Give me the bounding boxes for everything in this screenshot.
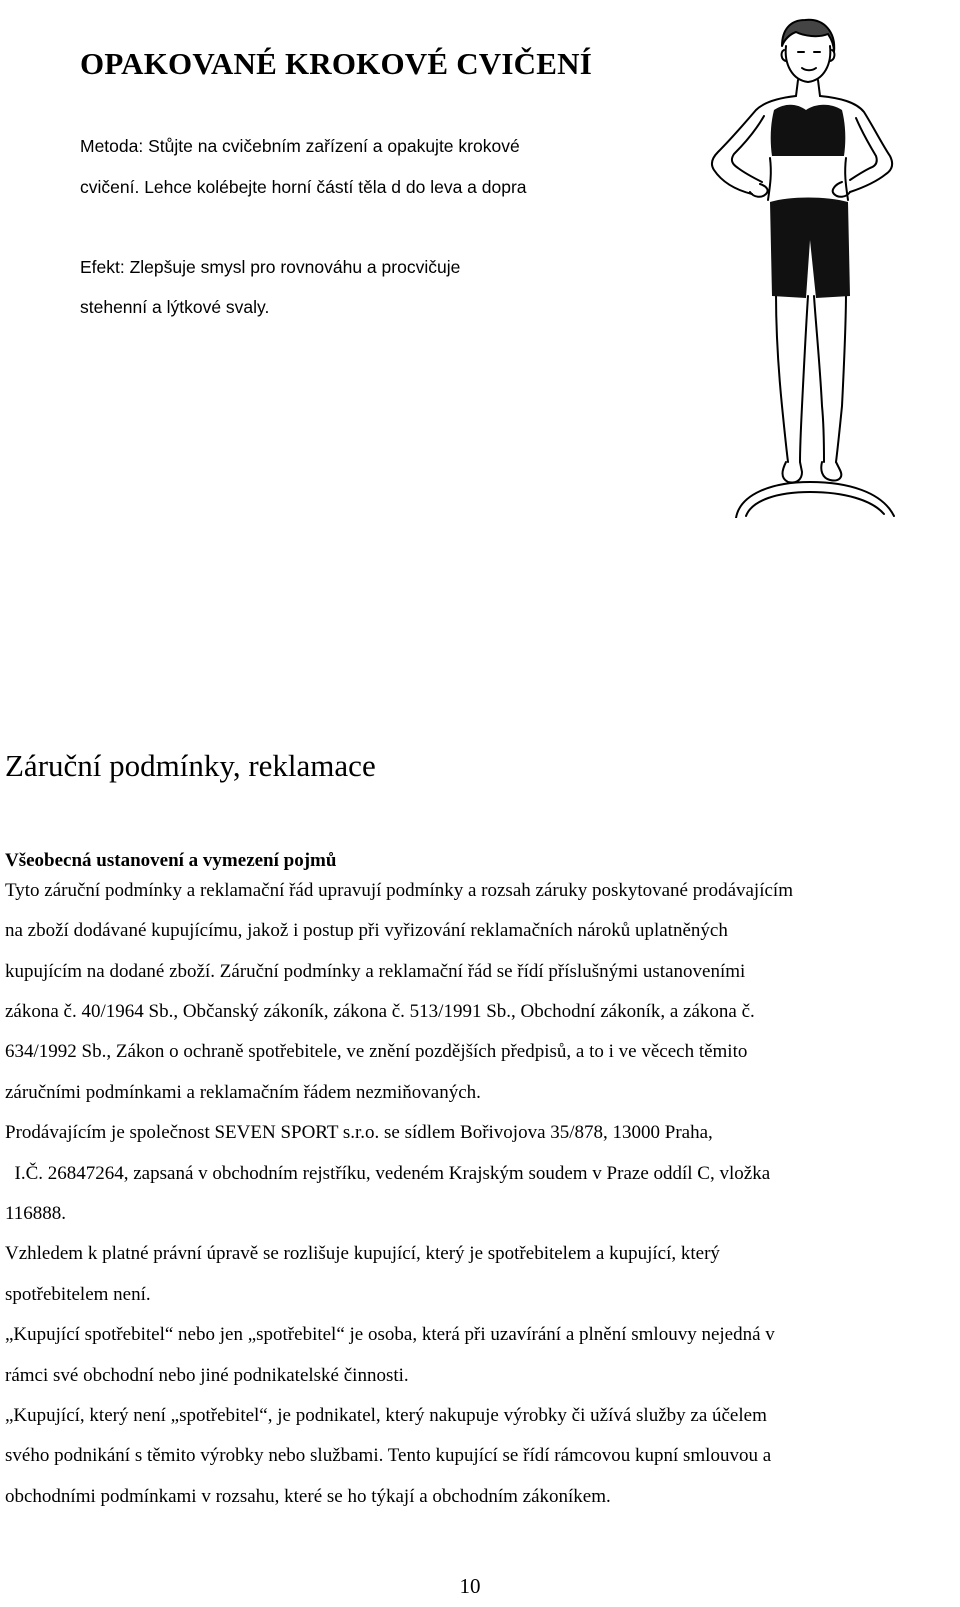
warranty-text-line: kupujícím na dodané zboží. Záruční podmínky a reklamační řád se řídí příslušnými ustanoveními <box>5 961 746 982</box>
general-provisions-heading: Všeobecná ustanovení a vymezení pojmů <box>5 850 337 871</box>
warranty-text-line: rámci své obchodní nebo jiné podnikatelské činnosti. <box>5 1365 409 1386</box>
exercise-title: OPAKOVANÉ KROKOVÉ CVIČENÍ <box>80 46 592 81</box>
warranty-text-line: 116888. <box>5 1203 67 1224</box>
warranty-text-line: na zboží dodávané kupujícímu, jakož i postup při vyřizování reklamačních nároků uplatněných <box>5 920 728 941</box>
exercise-effect-line-1: Efekt: Zlepšuje smysl pro rovnováhu a procvičuje <box>80 257 461 277</box>
page-number: 10 <box>459 1574 481 1598</box>
warranty-text-line: obchodními podmínkami v rozsahu, které se ho týkají a obchodním zákoníkem. <box>5 1486 611 1507</box>
exercise-method-line-1: Metoda: Stůjte na cvičebním zařízení a opakujte krokové <box>80 136 520 156</box>
warranty-text-line: svého podnikání s těmito výrobky nebo službami. Tento kupující se řídí rámcovou kupní smlouvou a <box>5 1445 772 1466</box>
warranty-text-line: 634/1992 Sb., Zákon o ochraně spotřebitele, ve znění pozdějších předpisů, a to i ve věcech těmito <box>5 1041 748 1062</box>
warranty-text-line: zákona č. 40/1964 Sb., Občanský zákoník, zákona č. 513/1991 Sb., Obchodní zákoník, a zákona č. <box>5 1001 755 1022</box>
warranty-text-line: spotřebitelem není. <box>5 1284 151 1305</box>
warranty-text-line: záručními podmínkami a reklamačním řádem nezmiňovaných. <box>5 1082 481 1103</box>
exercise-method-line-2: cvičení. Lehce kolébejte horní částí těla d do leva a dopra <box>80 177 527 197</box>
warranty-text-line: I.Č. 26847264, zapsaná v obchodním rejstříku, vedeném Krajským soudem v Praze oddíl C, vložka <box>5 1163 771 1184</box>
warranty-text-line: Prodávajícím je společnost SEVEN SPORT s.r.o. se sídlem Bořivojova 35/878, 13000 Praha, <box>5 1122 713 1143</box>
warranty-text-line: Vzhledem k platné právní úpravě se rozlišuje kupující, který je spotřebitelem a kupující, který <box>5 1243 720 1264</box>
warranty-section-title: Záruční podmínky, reklamace <box>5 748 376 783</box>
warranty-text-line: „Kupující, který není „spotřebitel“, je podnikatel, který nakupuje výrobky či užívá služby za účelem <box>5 1405 767 1426</box>
warranty-text-line: Tyto záruční podmínky a reklamační řád upravují podmínky a rozsah záruky poskytované prodávajícím <box>5 880 793 901</box>
exercise-effect-line-2: stehenní a lýtkové svaly. <box>80 297 270 317</box>
exercise-illustration <box>690 6 922 518</box>
warranty-text-line: „Kupující spotřebitel“ nebo jen „spotřebitel“ je osoba, která při uzavírání a plnění smlouvy nejedná v <box>5 1324 775 1345</box>
